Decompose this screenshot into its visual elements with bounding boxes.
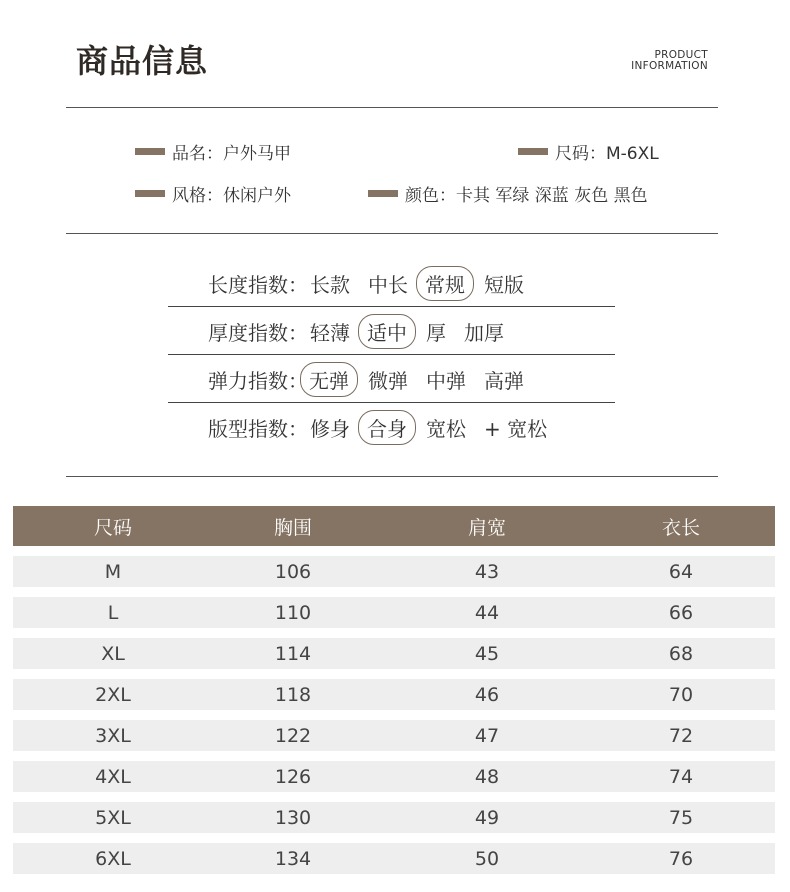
index-option: + 宽松: [484, 417, 548, 441]
bullet-bar: [135, 148, 165, 155]
cell-size: XL: [101, 642, 125, 665]
index-option: 长款: [310, 273, 350, 297]
index-row: [208, 266, 542, 301]
cell-length: 66: [668, 601, 694, 624]
index-row: [208, 314, 522, 349]
divider: [66, 476, 718, 477]
cell-shoulder: 46: [474, 683, 500, 706]
index-option: 中长: [368, 273, 408, 297]
cell-shoulder: 45: [474, 642, 500, 665]
page-title-en: [631, 50, 708, 72]
index-option-selected: 合身: [358, 410, 416, 445]
table-row: [13, 679, 775, 710]
info-color: [368, 181, 648, 206]
cell-length: 72: [668, 724, 694, 747]
info-size: [518, 139, 659, 164]
divider: [66, 233, 718, 234]
table-row: [13, 802, 775, 833]
divider: [66, 107, 718, 108]
index-divider: [168, 306, 615, 307]
cell-chest: 126: [274, 765, 312, 788]
info-size-text: 尺码：M-6XL: [555, 144, 659, 164]
index-option: 中弹: [426, 369, 466, 393]
index-label: 版型指数：: [208, 417, 308, 441]
info-style-text: 风格：休闲户外: [172, 186, 291, 206]
index-option: 加厚: [464, 321, 504, 345]
cell-shoulder: 47: [474, 724, 500, 747]
index-row: [208, 410, 565, 445]
cell-shoulder: 44: [474, 601, 500, 624]
info-color-text: 颜色：卡其 军绿 深蓝 灰色 黑色: [405, 186, 648, 206]
bullet-bar: [135, 190, 165, 197]
cell-chest: 114: [274, 642, 312, 665]
index-label: 厚度指数：: [208, 321, 308, 345]
index-option-selected: 常规: [416, 266, 474, 301]
header-chest: 胸围: [273, 516, 312, 539]
cell-length: 70: [668, 683, 694, 706]
cell-shoulder: 50: [474, 847, 500, 870]
info-name: [135, 139, 291, 164]
cell-size: L: [107, 601, 119, 624]
page-title: 商品信息: [76, 42, 209, 80]
index-option: 宽松: [426, 417, 466, 441]
index-option: 微弹: [368, 369, 408, 393]
cell-chest: 134: [274, 847, 312, 870]
table-row: [13, 556, 775, 587]
index-option-selected: 适中: [358, 314, 416, 349]
index-option: 厚: [426, 321, 446, 345]
cell-length: 64: [668, 560, 694, 583]
index-option-selected: 无弹: [300, 362, 358, 397]
table-row: [13, 597, 775, 628]
table-row: [13, 761, 775, 792]
bullet-bar: [368, 190, 398, 197]
index-row: [208, 362, 542, 397]
info-name-text: 品名：户外马甲: [172, 144, 291, 164]
cell-chest: 106: [274, 560, 312, 583]
cell-size: 6XL: [95, 847, 131, 870]
cell-size: 5XL: [95, 806, 131, 829]
cell-size: 3XL: [95, 724, 131, 747]
index-option: 高弹: [484, 369, 524, 393]
header-length: 衣长: [661, 516, 700, 539]
cell-chest: 118: [274, 683, 312, 706]
title-en-line2: INFORMATION: [631, 60, 708, 72]
table-header: [13, 506, 775, 546]
index-option: 轻薄: [310, 321, 350, 345]
size-table: [13, 506, 775, 874]
info-style: [135, 181, 291, 206]
table-row: [13, 720, 775, 751]
table-row: [13, 843, 775, 874]
title-en-line1: PRODUCT: [654, 49, 708, 61]
header-size: 尺码: [93, 516, 132, 539]
cell-size: M: [104, 560, 122, 583]
cell-chest: 122: [274, 724, 312, 747]
cell-shoulder: 49: [474, 806, 500, 829]
cell-length: 76: [668, 847, 694, 870]
index-divider: [168, 402, 615, 403]
header-shoulder: 肩宽: [467, 516, 506, 539]
cell-shoulder: 43: [474, 560, 500, 583]
index-label: 弹力指数：: [208, 369, 308, 393]
bullet-bar: [518, 148, 548, 155]
cell-length: 75: [668, 806, 694, 829]
cell-length: 74: [668, 765, 694, 788]
index-option: 短版: [484, 273, 524, 297]
cell-length: 68: [668, 642, 694, 665]
table-body: [13, 556, 775, 874]
index-label: 长度指数：: [208, 273, 308, 297]
table-row: [13, 638, 775, 669]
cell-shoulder: 48: [474, 765, 500, 788]
cell-size: 2XL: [95, 683, 131, 706]
cell-chest: 110: [274, 601, 312, 624]
cell-chest: 130: [274, 806, 312, 829]
index-divider: [168, 354, 615, 355]
cell-size: 4XL: [95, 765, 131, 788]
index-option: 修身: [310, 417, 350, 441]
